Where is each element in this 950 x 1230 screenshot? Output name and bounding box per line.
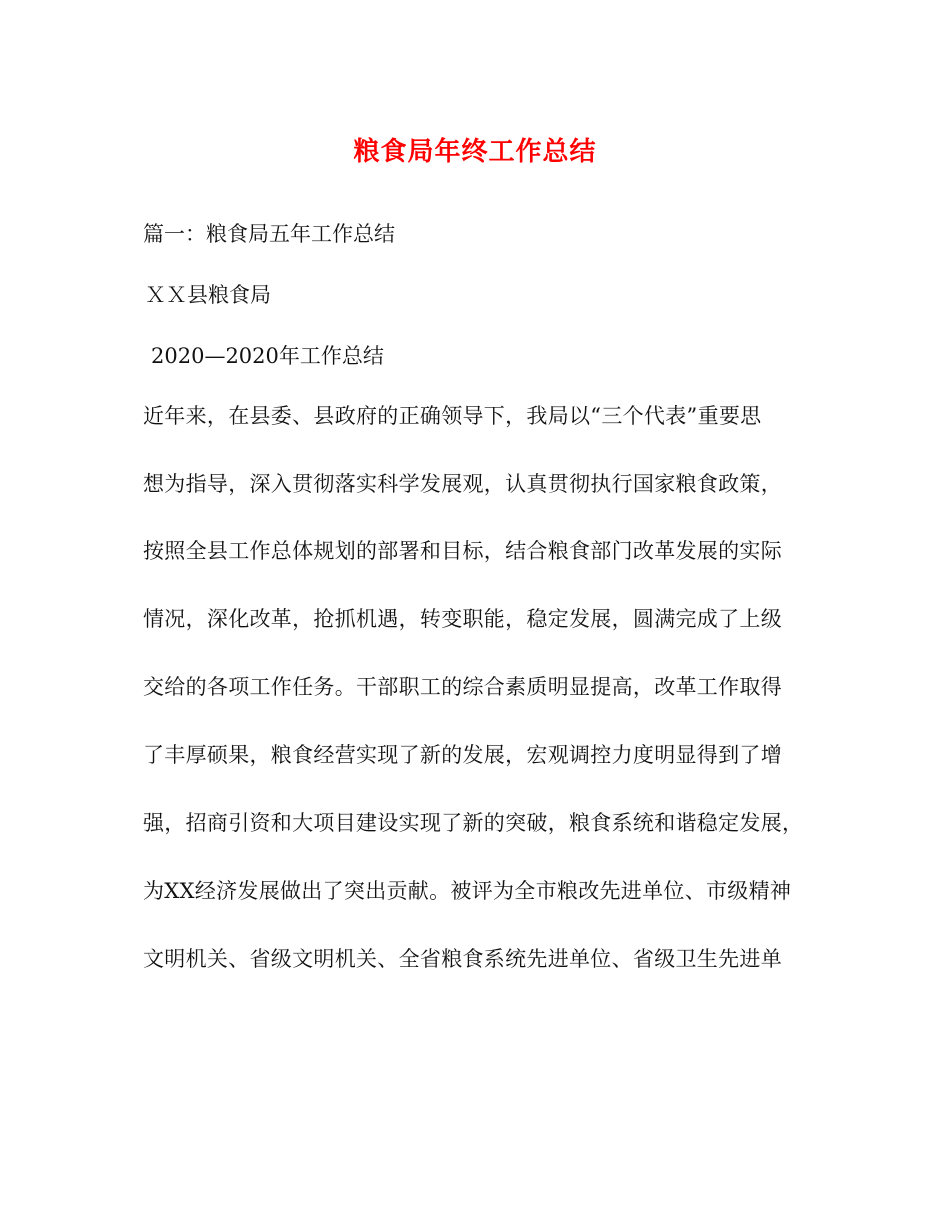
body-line: 想为指导，深入贯彻落实科学发展观，认真贯彻执行国家粮食政策， [143,472,782,496]
body-line: 近年来，在县委、县政府的正确领导下，我局以“三个代表”重要思 [143,404,762,428]
body-line: 强，招商引资和大项目建设实现了新的突破，粮食系统和谐稳定发展， [143,811,804,835]
document-title: 粮食局年终工作总结 [353,137,597,167]
body-line: 了丰厚硕果，粮食经营实现了新的发展，宏观调控力度明显得到了增 [143,743,782,767]
body-line: 按照全县工作总体规划的部署和目标，结合粮食部门改革发展的实际 [143,539,782,563]
organization-name: ＸＸ县粮食局 [145,283,271,307]
body-line: 情况，深化改革，抢抓机遇，转变职能，稳定发展，圆满完成了上级 [143,607,782,631]
body-line: 交给的各项工作任务。干部职工的综合素质明显提高，改革工作取得 [143,675,782,699]
report-title: 2020—2020年工作总结 [151,344,384,368]
section-heading: 篇一：粮食局五年工作总结 [143,222,395,246]
body-line: 文明机关、省级文明机关、全省粮食系统先进单位、省级卫生先进单 [143,947,782,971]
body-line: 为XX经济发展做出了突出贡献。被评为全市粮改先进单位、市级精神 [143,879,792,903]
